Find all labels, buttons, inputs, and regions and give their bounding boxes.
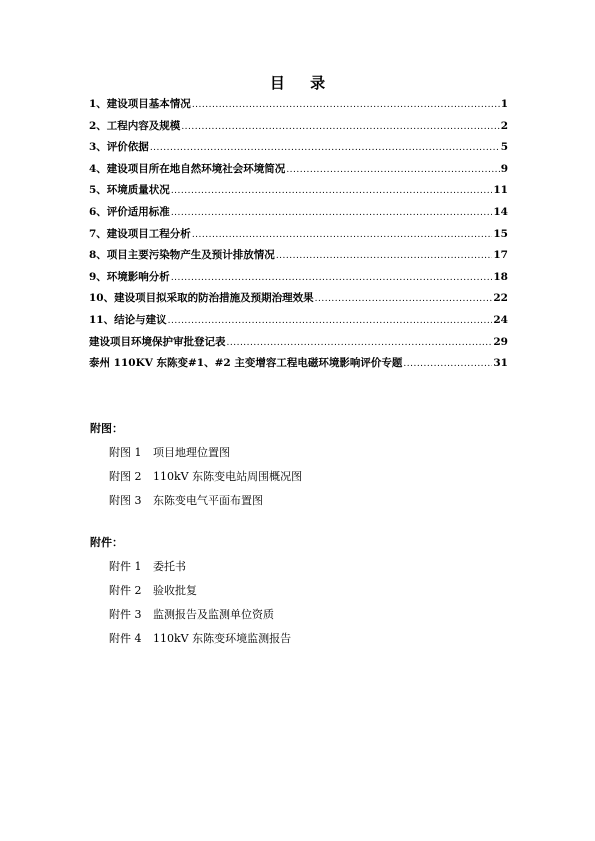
toc-entry-page: 29	[493, 335, 508, 348]
toc-entry-page: 1	[500, 98, 508, 110]
figure-item[interactable]	[109, 468, 302, 492]
figure-number: 附图 3	[109, 494, 142, 507]
toc-leader-dots	[171, 208, 493, 218]
toc-entry-page: 9	[500, 162, 508, 175]
toc-entry-label: 4、建设项目所在地自然环境社会环境简况	[89, 162, 286, 175]
toc-leader-dots	[403, 359, 492, 369]
toc-entry-page: 2	[500, 119, 508, 132]
toc-entry-page: 24	[493, 313, 508, 326]
toc-entry-label: 6、评价适用标准	[89, 205, 170, 218]
toc-entry-label: 9、环境影响分析	[89, 270, 170, 283]
toc-entry[interactable]	[89, 118, 508, 140]
figure-title: 项目地理位置图	[153, 446, 230, 459]
attachments-list	[109, 558, 291, 654]
attachments-heading: 附件：	[90, 536, 123, 549]
toc-entry-page: 18	[493, 270, 508, 283]
toc-entry-label: 建设项目环境保护审批登记表	[89, 335, 226, 348]
table-of-contents	[89, 96, 508, 377]
attachment-title: 委托书	[153, 560, 186, 573]
attachment-number: 附件 4	[109, 632, 142, 645]
toc-leader-dots	[286, 165, 499, 175]
toc-entry[interactable]	[89, 334, 508, 356]
figure-title: 东陈变电气平面布置图	[153, 494, 263, 507]
toc-leader-dots	[171, 273, 493, 283]
figure-item[interactable]	[109, 492, 302, 516]
toc-entry-label: 5、环境质量状况	[89, 184, 170, 197]
toc-leader-dots	[171, 186, 493, 196]
toc-entry[interactable]	[89, 247, 508, 269]
toc-title: 目 录	[269, 74, 336, 92]
toc-entry[interactable]	[89, 226, 508, 248]
toc-entry[interactable]	[89, 312, 508, 334]
toc-entry[interactable]	[89, 269, 508, 291]
attachment-number: 附件 2	[109, 584, 142, 597]
toc-leader-dots	[181, 122, 499, 132]
attachment-title: 监测报告及监测单位资质	[153, 608, 274, 621]
toc-entry[interactable]	[89, 161, 508, 183]
toc-entry-label: 8、项目主要污染物产生及预计排放情况	[89, 249, 275, 262]
attachment-number: 附件 1	[109, 560, 142, 573]
figures-list	[109, 444, 302, 516]
attachment-item[interactable]	[109, 582, 291, 606]
toc-entry-page: 15	[493, 227, 508, 240]
toc-leader-dots	[192, 230, 493, 240]
toc-entry-label: 7、建设项目工程分析	[89, 227, 191, 240]
attachment-number: 附件 3	[109, 608, 142, 621]
toc-leader-dots	[168, 316, 493, 326]
toc-entry[interactable]	[89, 139, 508, 161]
figure-item[interactable]	[109, 444, 302, 468]
toc-entry[interactable]	[89, 355, 508, 377]
toc-entry-page: 5	[500, 141, 508, 154]
toc-entry-page: 14	[493, 205, 508, 218]
toc-entry-page: 17	[493, 249, 508, 262]
toc-leader-dots	[276, 251, 493, 261]
toc-entry-label: 10、建设项目拟采取的防治措施及预期治理效果	[89, 292, 314, 305]
toc-entry[interactable]	[89, 182, 508, 204]
attachment-title: 110kV 东陈变环境监测报告	[153, 632, 292, 645]
toc-entry-label: 3、评价依据	[89, 141, 149, 154]
attachment-title: 验收批复	[153, 584, 197, 597]
toc-entry-label: 11、结论与建议	[89, 313, 167, 326]
toc-entry-label: 泰州 110KV 东陈变#1、#2 主变增容工程电磁环境影响评价专题	[89, 357, 403, 370]
toc-entry-label: 1、建设项目基本情况	[89, 98, 191, 110]
toc-entry[interactable]	[89, 290, 508, 312]
toc-entry-label: 2、工程内容及规模	[89, 119, 181, 132]
toc-entry-page: 22	[493, 292, 508, 305]
toc-entry-page: 31	[493, 357, 508, 370]
toc-entry[interactable]	[89, 96, 508, 118]
toc-leader-dots	[192, 100, 500, 110]
attachment-item[interactable]	[109, 606, 291, 630]
figure-title: 110kV 东陈变电站周围概况图	[153, 470, 303, 483]
toc-leader-dots	[150, 143, 500, 153]
toc-entry-page: 11	[493, 184, 508, 197]
attachment-item[interactable]	[109, 630, 291, 654]
toc-leader-dots	[227, 338, 493, 348]
toc-leader-dots	[315, 294, 493, 304]
figure-number: 附图 1	[109, 446, 142, 459]
figures-heading: 附图：	[90, 422, 123, 435]
figure-number: 附图 2	[109, 470, 142, 483]
toc-entry[interactable]	[89, 204, 508, 226]
attachment-item[interactable]	[109, 558, 291, 582]
